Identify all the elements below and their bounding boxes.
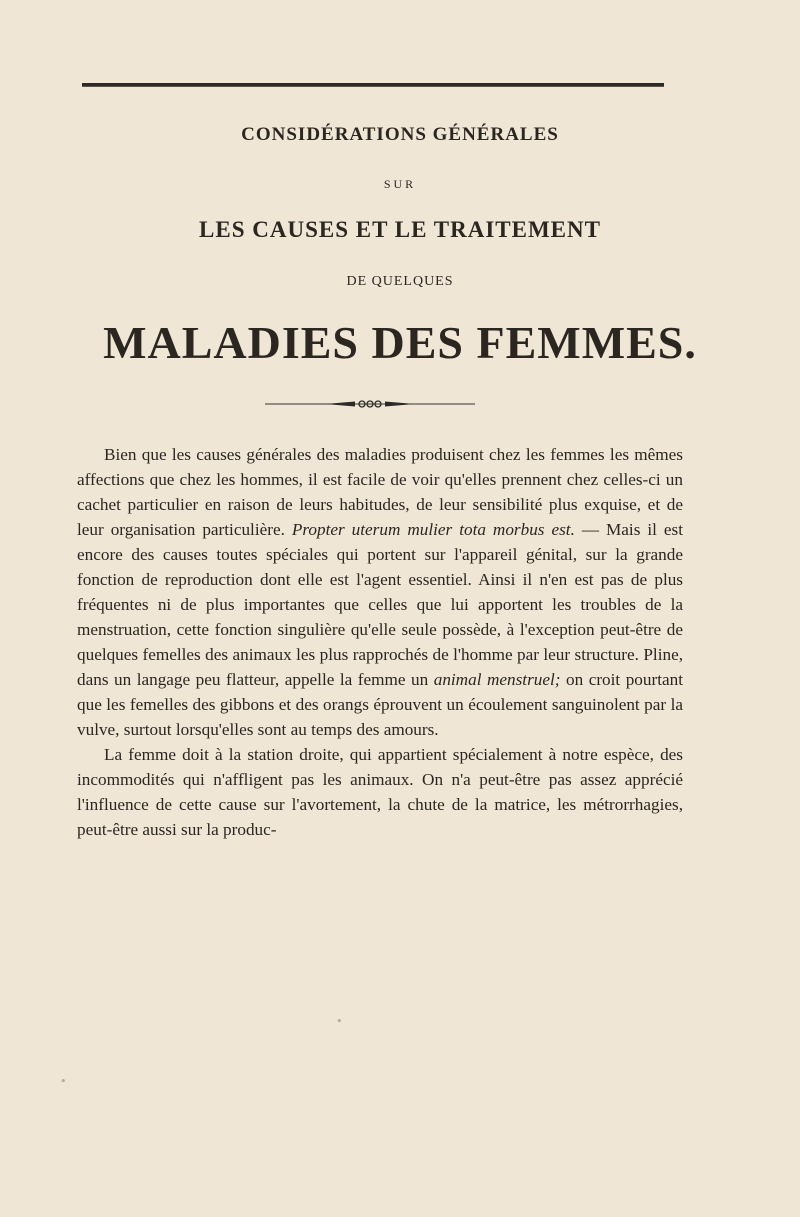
paragraph-1-part-a: Bien que les causes générales des maladies produisent chez les femmes les mêmes affections que chez les hommes, il est facile de voir qu'elles prennent chez celles-ci un cachet particulier en raison de leurs habitudes, de leur sensibilité plus exquise, et de leur organisation particulière.: [77, 445, 683, 539]
paragraph-1: [77, 442, 683, 742]
paragraph-2: La femme doit à la station droite, qui appartient spécialement à notre espèce, des incommodités qui n'affligent pas les animaux. On n'a peut-être pas assez apprécié l'influence de cette cause sur l'avortement, la chute de la matrice, les métrorrhagies, peut-être aussi sur la produc-: [77, 745, 683, 839]
ornament-divider: [255, 398, 485, 410]
paragraph-1-part-c: on croit pourtant que les femelles des gibbons et des orangs éprouvent un écoulement sanguinolent par la vulve, surtout lorsqu'elles sont au temps des amours.: [77, 670, 683, 739]
title-line-4: DE QUELQUES: [346, 274, 454, 289]
paper-speck: •: [60, 1075, 67, 1088]
title-line-5: MALADIES DES FEMMES.: [103, 317, 697, 368]
paper-speck: •: [336, 1015, 343, 1028]
latin-quote: Propter uterum mulier tota morbus est.: [291, 520, 575, 539]
body-text: [77, 442, 683, 842]
top-rule: [82, 83, 664, 87]
title-line-2: SUR: [383, 177, 417, 191]
title-line-3: LES CAUSES ET LE TRAITEMENT: [199, 217, 601, 242]
animal-menstruel-phrase: animal menstruel;: [433, 670, 561, 689]
title-line-1: CONSIDÉRATIONS GÉNÉRALES: [241, 124, 559, 145]
paragraph-1-part-b: — Mais il est encore des causes toutes spéciales qui portent sur l'appareil génital, sur la grande fonction de reproduction dont elle est l'agent essentiel. Ainsi il n'en est pas de plus fréquentes ni de plus importantes que celles que lui apportent les troubles de la menstruation, cette fonction singulière qu'elle seule possède, à l'exception peut-être de quelques femelles des animaux les plus rapprochés de l'homme par leur structure. Pline, dans un langage peu flatteur, appelle la femme un: [77, 520, 684, 689]
